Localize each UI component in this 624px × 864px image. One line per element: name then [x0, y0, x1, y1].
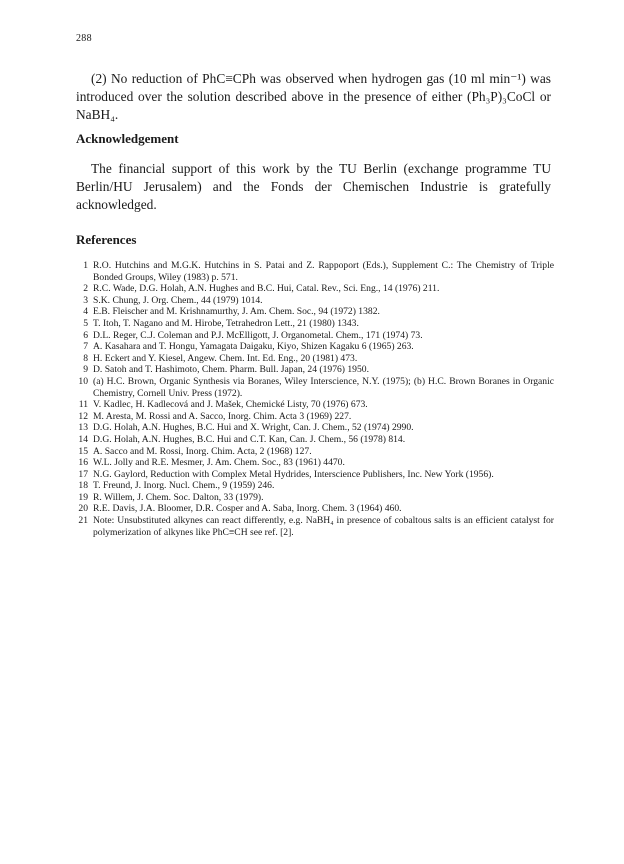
reference-number: 13 [78, 422, 88, 434]
reference-text: D. Satoh and T. Hashimoto, Chem. Pharm. Bull. Japan, 24 (1976) 1950. [93, 364, 369, 376]
reference-text: V. Kadlec, H. Kadlecová and J. Mašek, Chemické Listy, 70 (1976) 673. [93, 399, 368, 411]
reference-item [76, 446, 554, 458]
reference-item [76, 422, 554, 434]
reference-text: (a) H.C. Brown, Organic Synthesis via Boranes, Wiley Interscience, N.Y. (1975); (b) H.C. Brown Boranes in Organic Chemistry, Cornell Univ. Press (1972). [93, 375, 554, 399]
reference-number: 10 [78, 375, 88, 387]
reference-number: 15 [78, 445, 88, 457]
reference-number: 8 [83, 352, 88, 364]
acknowledgement-text: The financial support of this work by the TU Berlin (exchange programme TU Berlin/HU Jerusalem) and the Fonds der Chemischen Industrie is gratefully acknowledged. [76, 161, 551, 212]
note-paragraph: (2) No reduction of PhC≡CPh was observed when hydrogen gas (10 ml min⁻¹) was introduced over the solution described above in the presence of either (Ph₃P)₃CoCl or NaBH₄. [76, 71, 551, 122]
reference-text: Note: Unsubstituted alkynes can react differently, e.g. NaBH₄ in presence of cobaltous salts is an efficient catalyst for polymerization of alkynes like PhC≡CH see ref. [2]. [93, 515, 554, 538]
references-heading: References [76, 232, 137, 247]
reference-item [76, 515, 554, 538]
reference-item [76, 330, 554, 342]
reference-number: 12 [78, 410, 88, 422]
reference-text: S.K. Chung, J. Org. Chem., 44 (1979) 1014. [93, 294, 263, 306]
reference-item [76, 411, 554, 423]
reference-text: T. Itoh, T. Nagano and M. Hirobe, Tetrahedron Lett., 21 (1980) 1343. [93, 317, 359, 329]
reference-item [76, 306, 554, 318]
reference-number: 16 [78, 457, 88, 469]
reference-text: H. Eckert and Y. Kiesel, Angew. Chem. Int. Ed. Eng., 20 (1981) 473. [93, 352, 358, 364]
reference-number: 9 [83, 364, 88, 376]
reference-item [76, 480, 554, 492]
reference-text: D.G. Holah, A.N. Hughes, B.C. Hui and X. Wright, Can. J. Chem., 52 (1974) 2990. [93, 422, 414, 434]
reference-number: 18 [78, 480, 88, 492]
reference-item [76, 341, 554, 353]
reference-list [76, 260, 554, 538]
reference-text: R.O. Hutchins and M.G.K. Hutchins in S. Patai and Z. Rappoport (Eds.), Supplement C.: The Chemistry of Triple Bonded Groups, Wiley (1983) p. 571. [93, 260, 554, 283]
reference-item [76, 399, 554, 411]
reference-number: 14 [78, 433, 88, 445]
reference-text: A. Sacco and M. Rossi, Inorg. Chim. Acta, 2 (1968) 127. [93, 445, 312, 457]
reference-number: 5 [83, 317, 88, 329]
reference-item [76, 295, 554, 307]
reference-text: D.L. Reger, C.J. Coleman and P.J. McElligott, J. Organometal. Chem., 171 (1974) 73. [93, 329, 423, 341]
reference-text: R.E. Davis, J.A. Bloomer, D.R. Cosper and A. Saba, Inorg. Chem. 3 (1964) 460. [93, 503, 402, 515]
reference-item [76, 318, 554, 330]
reference-item [76, 364, 554, 376]
reference-text: R. Willem, J. Chem. Soc. Dalton, 33 (1979). [93, 491, 264, 503]
page-number: 288 [76, 33, 92, 44]
reference-number: 19 [78, 491, 88, 503]
reference-number: 1 [83, 260, 88, 271]
reference-text: N.G. Gaylord, Reduction with Complex Metal Hydrides, Interscience Publishers, Inc. New York (1956). [93, 468, 494, 480]
acknowledgement-heading: Acknowledgement [76, 131, 179, 146]
reference-number: 3 [83, 294, 88, 306]
reference-item [76, 503, 554, 515]
reference-number: 20 [78, 503, 88, 515]
reference-number: 6 [83, 329, 88, 341]
reference-number: 17 [78, 468, 88, 480]
reference-item [76, 469, 554, 481]
reference-item [76, 260, 554, 283]
reference-item [76, 457, 554, 469]
reference-item [76, 283, 554, 295]
reference-text: M. Aresta, M. Rossi and A. Sacco, Inorg. Chim. Acta 3 (1969) 227. [93, 410, 352, 422]
reference-text: R.C. Wade, D.G. Holah, A.N. Hughes and B.C. Hui, Catal. Rev., Sci. Eng., 14 (1976) 211. [93, 283, 440, 295]
reference-text: A. Kasahara and T. Hongu, Yamagata Daigaku, Kiyo, Shizen Kagaku 6 (1965) 263. [93, 341, 414, 353]
reference-item [76, 353, 554, 365]
reference-item [76, 376, 554, 399]
reference-number: 21 [78, 515, 88, 527]
reference-item [76, 434, 554, 446]
reference-number: 4 [83, 306, 88, 318]
reference-text: E.B. Fleischer and M. Krishnamurthy, J. Am. Chem. Soc., 94 (1972) 1382. [93, 306, 380, 318]
reference-item [76, 492, 554, 504]
reference-text: T. Freund, J. Inorg. Nucl. Chem., 9 (1959) 246. [93, 480, 275, 492]
reference-text: D.G. Holah, A.N. Hughes, B.C. Hui and C.T. Kan, Can. J. Chem., 56 (1978) 814. [93, 433, 406, 445]
reference-number: 11 [78, 399, 88, 411]
reference-number: 7 [83, 341, 88, 353]
reference-number: 2 [83, 283, 88, 295]
reference-text: W.L. Jolly and R.E. Mesmer, J. Am. Chem. Soc., 83 (1961) 4470. [93, 457, 345, 469]
